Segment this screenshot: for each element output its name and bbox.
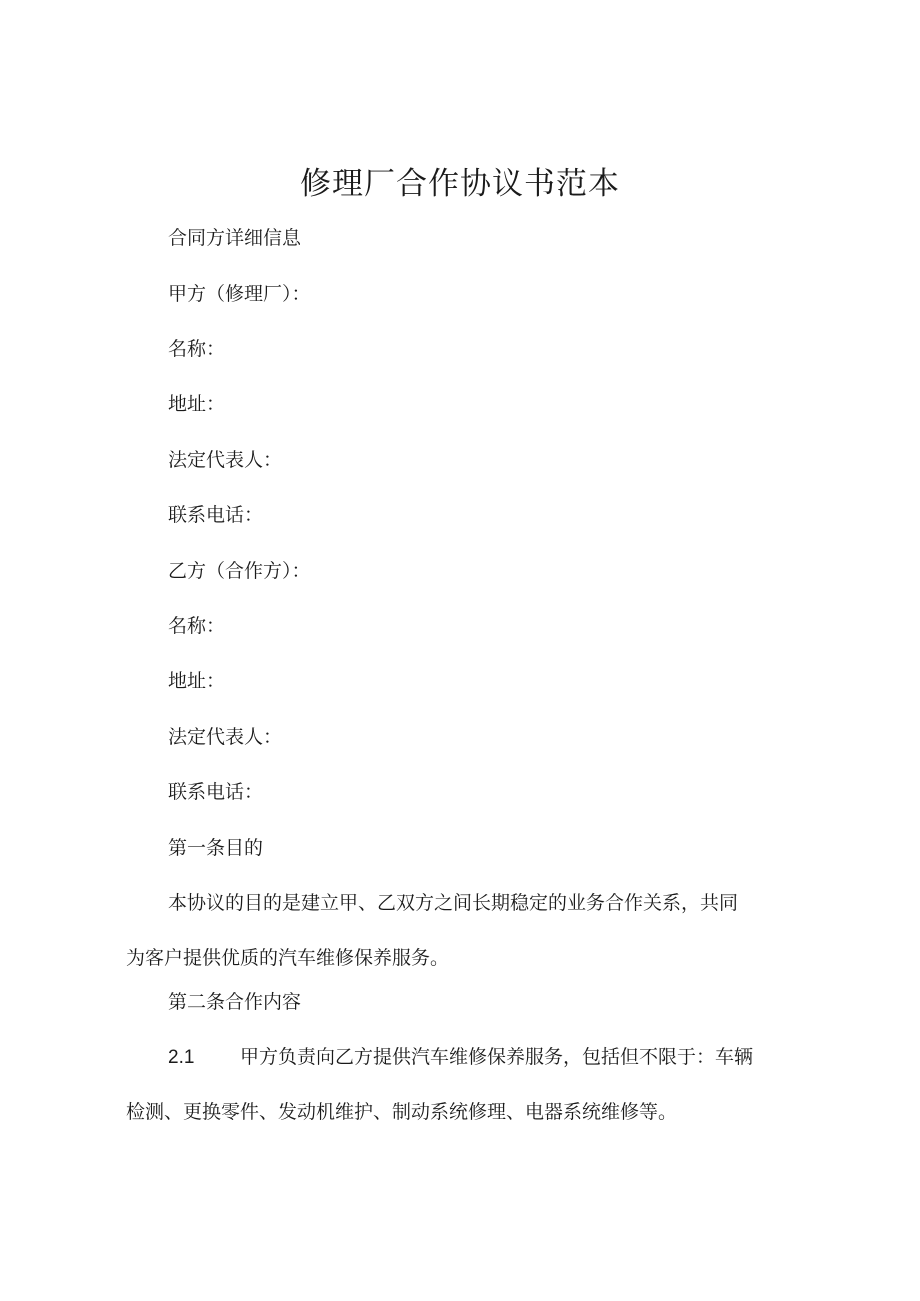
article-1-paragraph-line-2: 为客户提供优质的汽车维修保养服务。 xyxy=(126,947,450,969)
party-a-representative-field: 法定代表人： xyxy=(168,449,283,471)
article-1-heading: 第一条目的 xyxy=(168,837,264,859)
party-b-label: 乙方（合作方）： xyxy=(168,560,311,582)
party-a-address-field: 地址： xyxy=(168,393,226,415)
article-1-paragraph xyxy=(126,889,786,972)
clause-2-1-paragraph xyxy=(126,1043,786,1126)
document-title: 修理厂合作协议书范本 xyxy=(300,166,620,202)
party-a-label: 甲方（修理厂）： xyxy=(168,283,311,305)
party-a-phone-field: 联系电话： xyxy=(168,504,264,526)
party-b-representative-field: 法定代表人： xyxy=(168,726,283,748)
article-1-paragraph-line-1: 本协议的目的是建立甲、乙双方之间长期稳定的业务合作关系，共同 xyxy=(168,892,739,914)
clause-2-1-line-1: 2.1 甲方负责向乙方提供汽车维修保养服务，包括但不限于：车辆 xyxy=(126,1043,786,1071)
article-2-heading: 第二条合作内容 xyxy=(168,991,302,1013)
party-b-phone-field: 联系电话： xyxy=(168,781,264,803)
clause-number: 2.1 xyxy=(168,1047,195,1068)
party-a-name-field: 名称： xyxy=(168,338,226,360)
party-b-name-field: 名称： xyxy=(168,615,226,637)
section-heading-parties: 合同方详细信息 xyxy=(168,227,302,249)
clause-2-1-line-2: 检测、更换零件、发动机维护、制动系统修理、电器系统维修等。 xyxy=(126,1101,678,1123)
party-b-address-field: 地址： xyxy=(168,670,226,692)
